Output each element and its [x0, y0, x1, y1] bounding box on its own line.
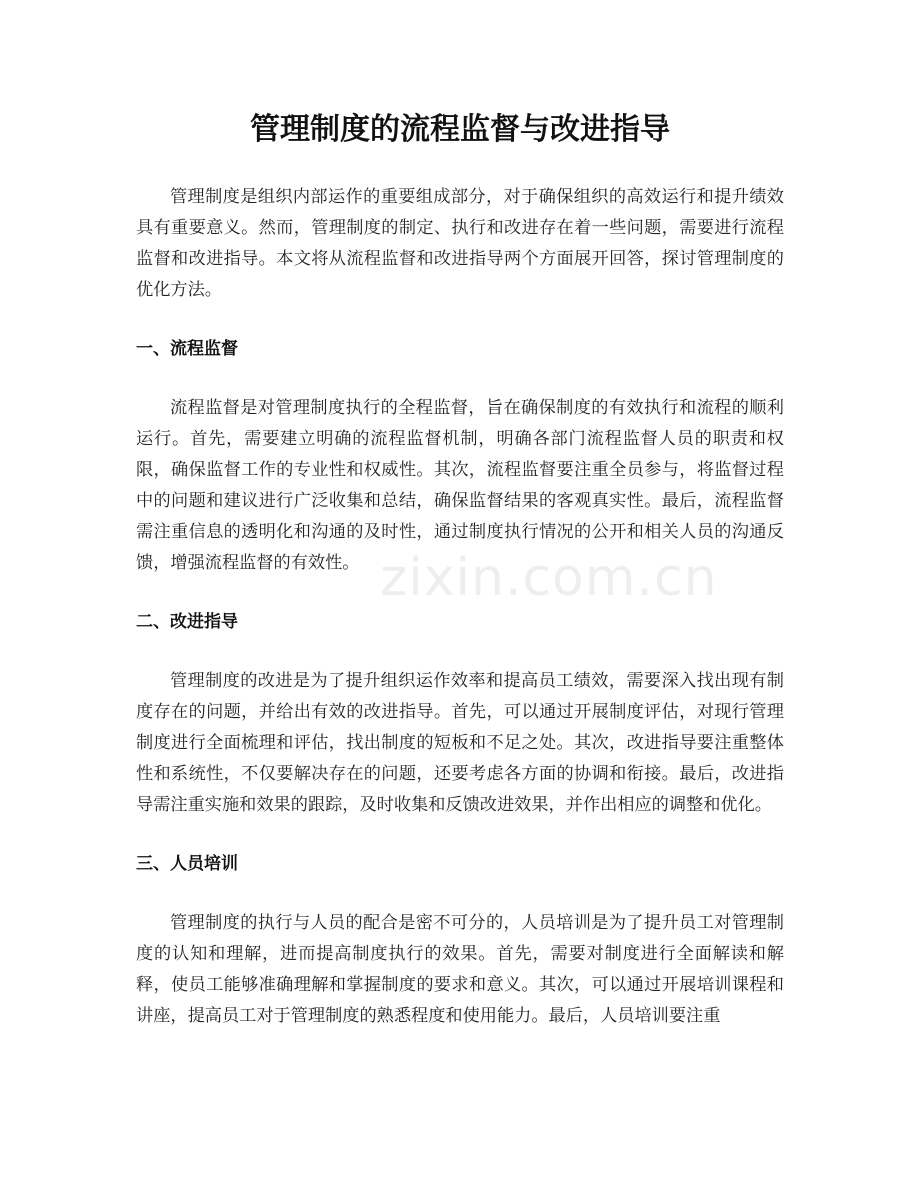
section-body-staff-training: 管理制度的执行与人员的配合是密不可分的，人员培训是为了提升员工对管理制度的认知和理解，进而提高制度执行的效果。首先，需要对制度进行全面解读和解释，使员工能够准确理解和掌握制度的要求和意义。其次，可以通过开展培训课程和讲座，提高员工对于管理制度的熟悉程度和使用能力。最后，人员培训要注重 — [136, 913, 784, 1026]
section-heading-staff-training: 三、人员培训 — [136, 854, 238, 874]
section-heading-improvement-guidance: 二、改进指导 — [136, 612, 238, 632]
section-body-process-supervision: 流程监督是对管理制度执行的全程监督，旨在确保制度的有效执行和流程的顺利运行。首先，需要建立明确的流程监督机制，明确各部门流程监督人员的职责和权限，确保监督工作的专业性和权威性。其次，流程监督要注重全员参与，将监督过程中的问题和建议进行广泛收集和总结，确保监督结果的客观真实性。最后，流程监督需注重信息的透明化和沟通的及时性，通过制度执行情况的公开和相关人员的沟通反馈，增强流程监督的有效性。 — [136, 398, 784, 573]
site-watermark: zixin.com.cn — [380, 548, 718, 608]
section-heading-process-supervision: 一、流程监督 — [136, 339, 238, 359]
document-body — [136, 182, 784, 1032]
intro-paragraph: 管理制度是组织内部运作的重要组成部分，对于确保组织的高效运行和提升绩效具有重要意义。然而，管理制度的制定、执行和改进存在着一些问题，需要进行流程监督和改进指导。本文将从流程监督和改进指导两个方面展开回答，探讨管理制度的优化方法。 — [136, 187, 784, 300]
section-body-improvement-guidance: 管理制度的改进是为了提升组织运作效率和提高员工绩效，需要深入找出现有制度存在的问题，并给出有效的改进指导。首先，可以通过开展制度评估，对现行管理制度进行全面梳理和评估，找出制度的短板和不足之处。其次，改进指导要注重整体性和系统性，不仅要解决存在的问题，还要考虑各方面的协调和衔接。最后，改进指导需注重实施和效果的跟踪，及时收集和反馈改进效果，并作出相应的调整和优化。 — [136, 671, 784, 815]
document-title: 管理制度的流程监督与改进指导 — [250, 112, 670, 147]
